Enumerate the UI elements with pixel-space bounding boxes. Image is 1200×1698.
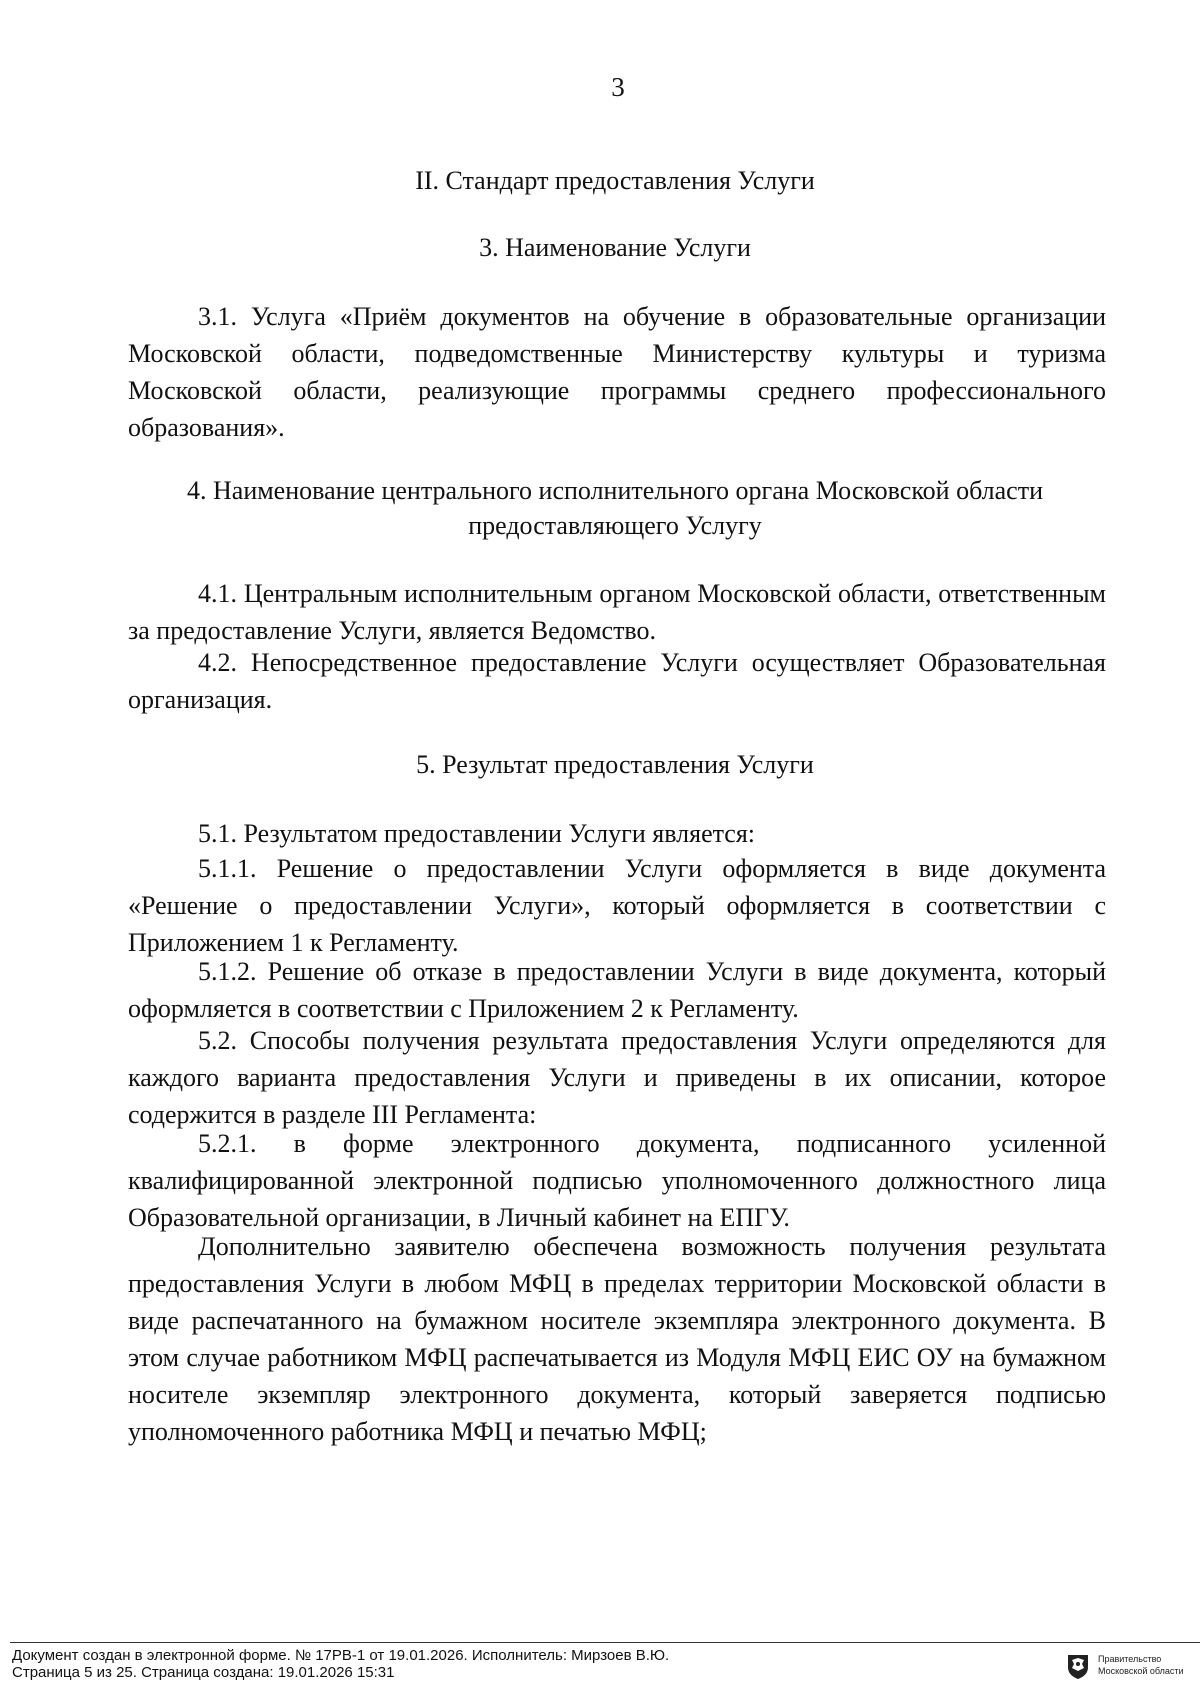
paragraph-5-2: 5.2. Способы получения результата предоставления Услуги определяются для каждого варианта предоставления Услуги и приведены в их описании, которое содержится в разделе III Регламента: xyxy=(128,1026,1106,1129)
paragraph-5-1-2: 5.1.2. Решение об отказе в предоставлении Услуги в виде документа, который оформляется в соответствии с Приложением 2 к Регламенту. xyxy=(128,957,1106,1023)
paragraph-5-1-1: 5.1.1. Решение о предоставлении Услуги оформляется в виде документа «Решение о предоставлении Услуги», который оформляется в соответствии с Приложением 1 к Регламенту. xyxy=(128,854,1106,957)
paragraph-4-1: 4.1. Центральным исполнительным органом Московской области, ответственным за предоставление Услуги, является Ведомство. xyxy=(128,579,1106,645)
section-3-title: 3. Наименование Услуги xyxy=(479,233,751,262)
paragraph-3-1: 3.1. Услуга «Приём документов на обучение в образовательные организации Московской области, подведомственные Министерству культуры и туризма Московской области, реализующие программы среднего профессионального образования». xyxy=(128,302,1106,442)
footer-divider xyxy=(10,1642,1200,1643)
paragraph-4-2: 4.2. Непосредственное предоставление Услуги осуществляет Образовательная организация. xyxy=(128,648,1106,714)
logo-caption-line1: Правительство xyxy=(1098,1654,1162,1664)
section-4-title-line1: 4. Наименование центрального исполнительного органа Московской области xyxy=(187,476,1043,505)
section-5-title: 5. Результат предоставления Услуги xyxy=(416,750,814,779)
footer-line-1: Документ создан в электронной форме. № 17РВ-1 от 19.01.2026. Исполнитель: Мирзоев В.Ю. xyxy=(12,1647,670,1664)
paragraph-additional: Дополнительно заявителю обеспечена возможность получения результата предоставления Услуги в любом МФЦ в пределах территории Московской области в виде распечатанного на бумажном носителе экземпляра электронного документа. В этом случае работником МФЦ распечатывается из Модуля МФЦ ЕИС ОУ на бумажном носителе экземпляр электронного документа, который заверяется подписью уполномоченного работника МФЦ и печатью МФЦ; xyxy=(128,1232,1106,1446)
moscow-region-emblem-icon xyxy=(1064,1652,1092,1680)
logo-caption-line2: Московской области xyxy=(1098,1666,1184,1676)
paragraph-5-2-1: 5.2.1. в форме электронного документа, подписанного усиленной квалифицированной электронной подписью уполномоченного должностного лица Образовательной организации, в Личный кабинет на ЕПГУ. xyxy=(128,1129,1106,1232)
logo-caption xyxy=(1098,1653,1184,1677)
footer-line-2: Страница 5 из 25. Страница создана: 19.01.2026 15:31 xyxy=(12,1664,395,1681)
section-4-title-line2: предоставляющего Услугу xyxy=(468,511,762,540)
footer-info xyxy=(12,1647,669,1681)
paragraph-5-1: 5.1. Результатом предоставлении Услуги является: xyxy=(198,819,756,848)
section-title: II. Стандарт предоставления Услуги xyxy=(415,166,815,195)
page-number: 3 xyxy=(611,72,625,102)
